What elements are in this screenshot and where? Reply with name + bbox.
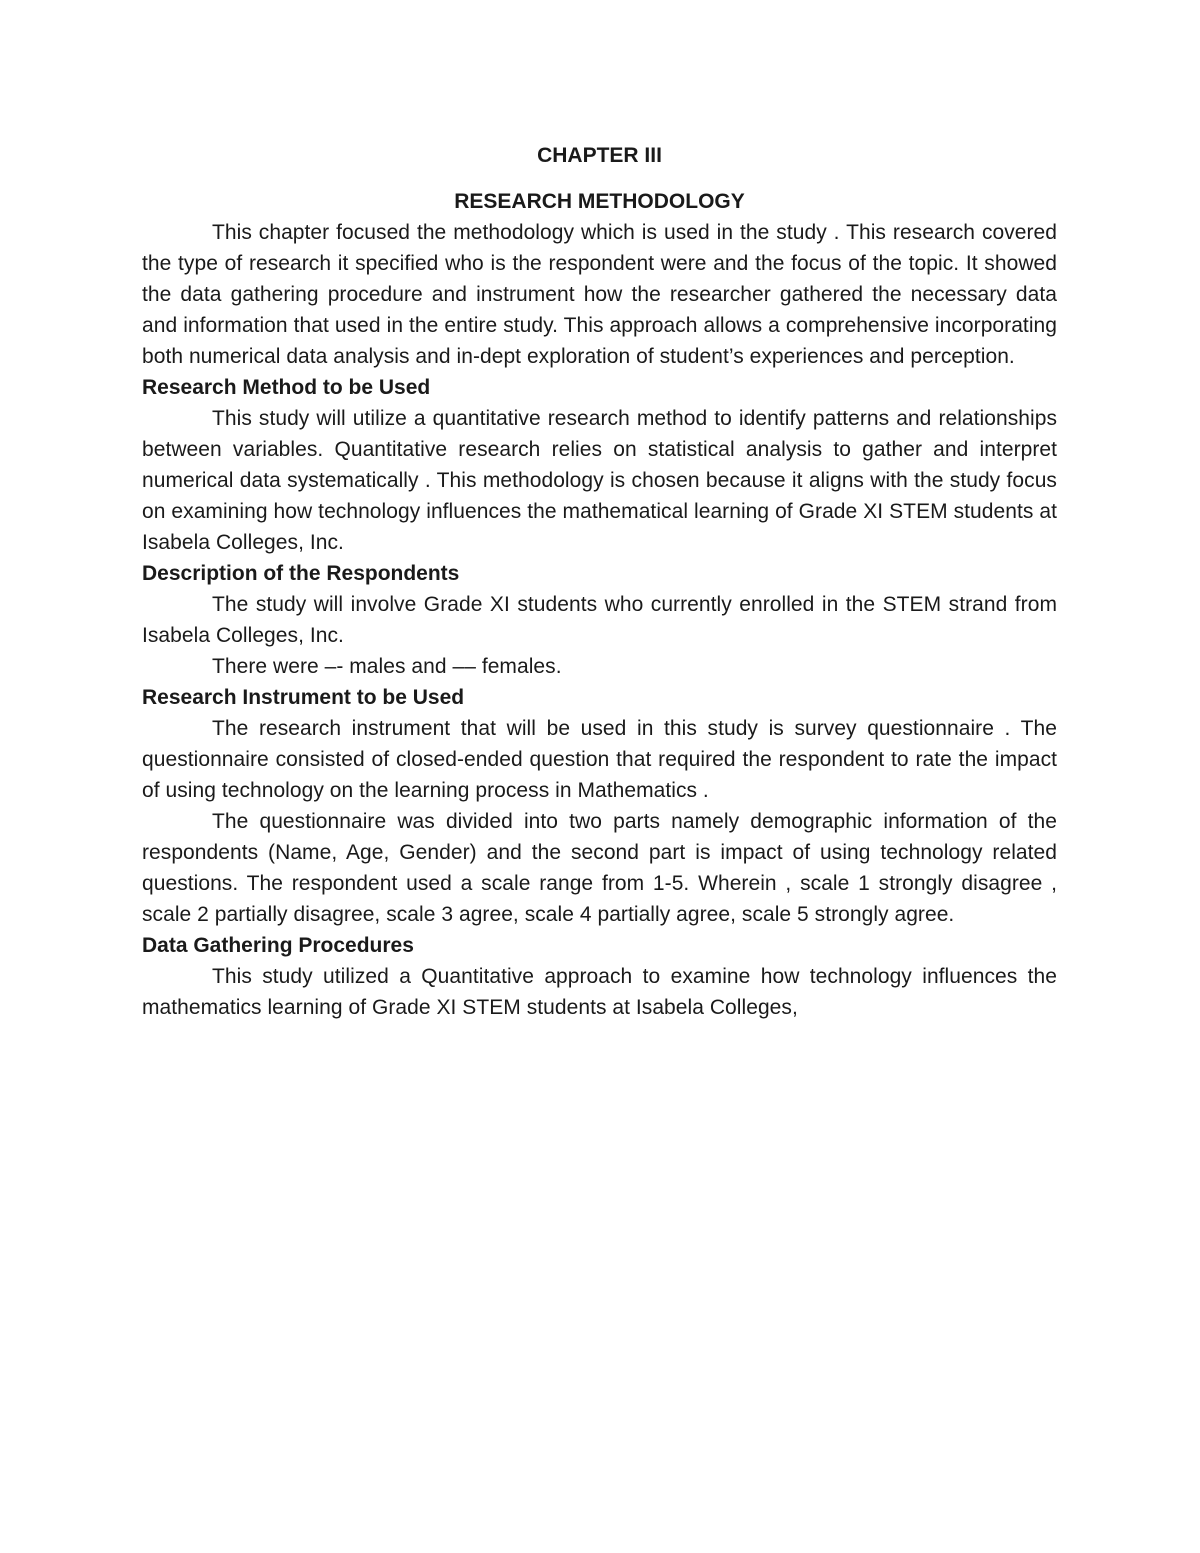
instrument-paragraph-2: The questionnaire was divided into two parts namely demographic information of the respondents (Name, Age, Gender) and the second part is impact of using technology related questions. The respondent used a scale range from 1-5. Wherein , scale 1 strongly disagree , scale 2 partially disagree, scale 3 agree, scale 4 partially agree, scale 5 strongly agree. xyxy=(142,810,1057,926)
method-paragraph: This study will utilize a quantitative research method to identify patterns and relationships between variables. Quantitative research relies on statistical analysis to gather and interpret numerical data systematically . This methodology is chosen because it aligns with the study focus on examining how technology influences the mathematical learning of Grade XI STEM students at Isabela Colleges, Inc. xyxy=(142,407,1057,554)
section-heading-procedures: Data Gathering Procedures xyxy=(142,934,414,957)
section-heading-respondents: Description of the Respondents xyxy=(142,562,460,585)
instrument-paragraph-1: The research instrument that will be used in this study is survey questionnaire . The questionnaire consisted of closed-ended question that required the respondent to rate the impact of using technology on the learning process in Mathematics . xyxy=(142,717,1057,802)
procedures-paragraph: This study utilized a Quantitative approach to examine how technology influences the mathematics learning of Grade XI STEM students at Isabela Colleges, xyxy=(142,965,1057,1019)
document-page xyxy=(142,140,1057,1023)
section-heading-method: Research Method to be Used xyxy=(142,376,431,399)
chapter-subtitle: RESEARCH METHODOLOGY xyxy=(454,190,745,213)
chapter-title: CHAPTER III xyxy=(537,144,662,167)
respondents-paragraph-1: The study will involve Grade XI students who currently enrolled in the STEM strand from Isabela Colleges, Inc. xyxy=(142,593,1057,647)
section-heading-instrument: Research Instrument to be Used xyxy=(142,686,465,709)
intro-paragraph: This chapter focused the methodology which is used in the study . This research covered the type of research it specified who is the respondent were and the focus of the topic. It showed the data gathering procedure and instrument how the researcher gathered the necessary data and information that used in the entire study. This approach allows a comprehensive incorporating both numerical data analysis and in-dept exploration of student’s experiences and perception. xyxy=(142,221,1057,368)
respondents-paragraph-2: There were –- males and –– females. xyxy=(212,655,562,678)
